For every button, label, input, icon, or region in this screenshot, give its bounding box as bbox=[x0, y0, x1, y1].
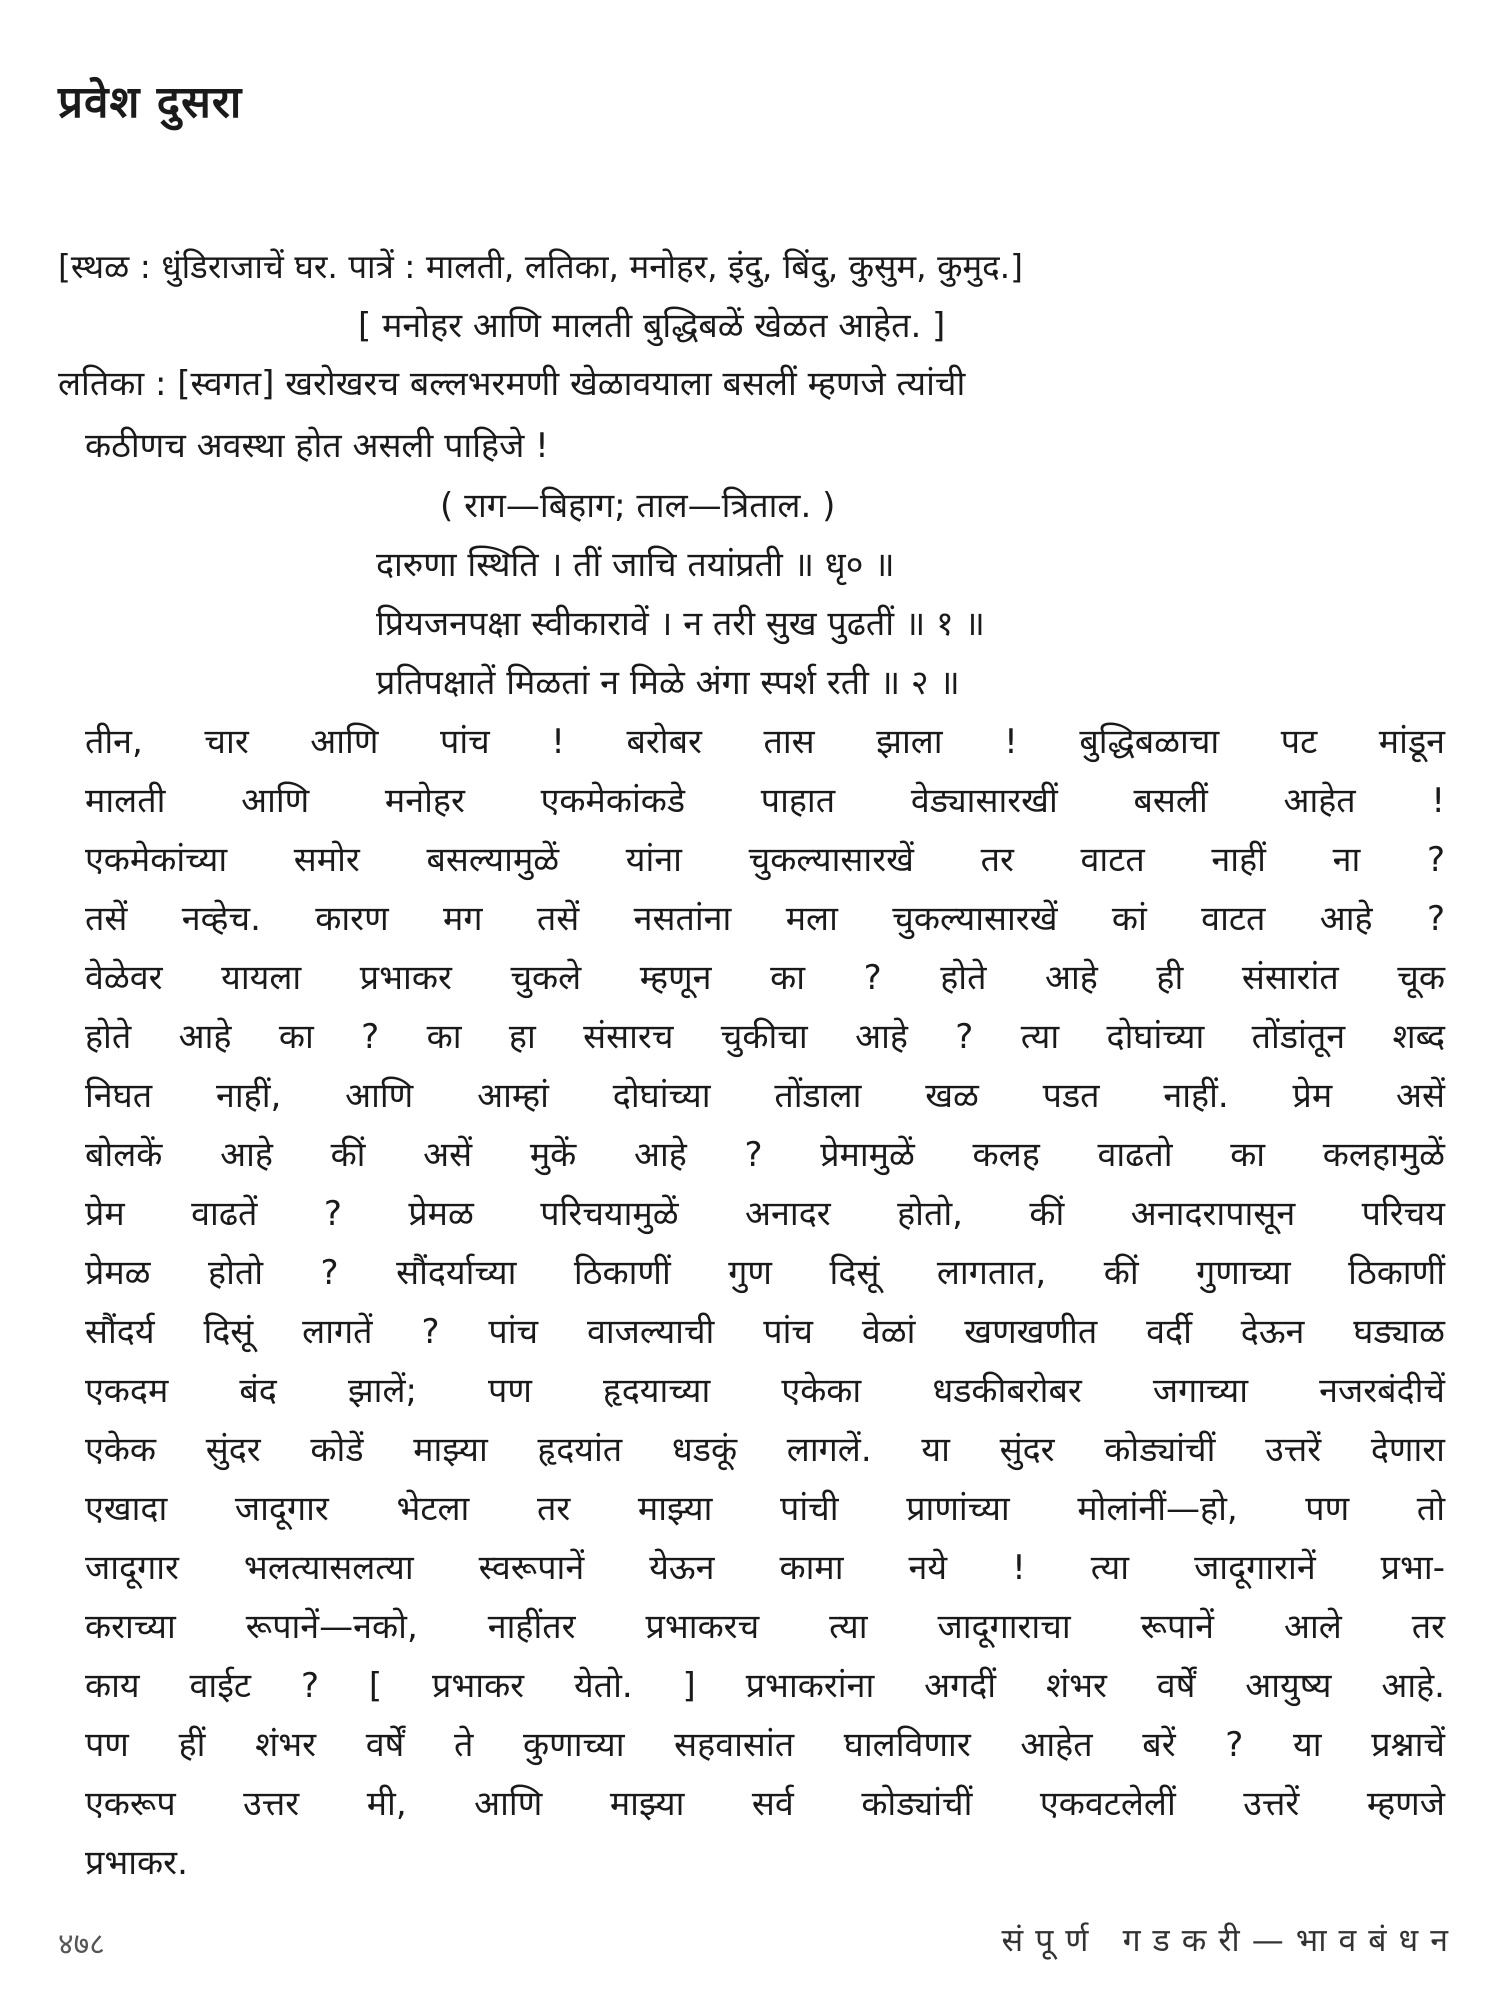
paragraph-line: सौंदर्य दिसूं लागतें ? पांच वाजल्याची पांच वेळां खणखणीत वर्दी देऊन घड्याळ bbox=[85, 1312, 1445, 1352]
paragraph-line: काय वाईट ? [ प्रभाकर येतो. ] प्रभाकरांना अगदीं शंभर वर्षें आयुष्य आहे. bbox=[85, 1666, 1445, 1706]
paragraph-line-last: प्रभाकर. bbox=[85, 1843, 188, 1883]
paragraph-line: निघत नाहीं, आणि आम्हां दोघांच्या तोंडाला खळ पडत नाहीं. प्रेम असें bbox=[85, 1076, 1445, 1116]
paragraph-line: एकरूप उत्तर मी, आणि माझ्या सर्व कोड्यांचीं एकवटलेलीं उत्तरें म्हणजे bbox=[85, 1784, 1445, 1824]
paragraph-line: एकमेकांच्या समोर बसल्यामुळें यांना चुकल्यासारखें तर वाटत नाहीं ना ? bbox=[85, 840, 1445, 880]
paragraph-line: मालती आणि मनोहर एकमेकांकडे पाहात वेड्यासारखीं बसलीं आहेत ! bbox=[85, 781, 1445, 821]
paragraph-line: होते आहे का ? का हा संसारच चुकीचा आहे ? त्या दोघांच्या तोंडांतून शब्द bbox=[85, 1017, 1445, 1057]
paragraph-line: प्रेमळ होतो ? सौंदर्याच्या ठिकाणीं गुण दिसूं लागतात, कीं गुणाच्या ठिकाणीं bbox=[85, 1253, 1445, 1293]
paragraph-line: तीन, चार आणि पांच ! बरोबर तास झाला ! बुद्धिबळाचा पट मांडून bbox=[85, 722, 1445, 762]
paragraph-line: जादूगार भलत्यासलत्या स्वरूपानें येऊन कामा नये ! त्या जादूगारानें प्रभा- bbox=[85, 1548, 1445, 1588]
paragraph-line: वेळेवर यायला प्रभाकर चुकले म्हणून का ? होते आहे ही संसारांत चूक bbox=[85, 958, 1445, 998]
speaker-line-2: कठीणच अवस्था होत असली पाहिजे ! bbox=[85, 426, 549, 466]
song-raga: ( राग—बिहाग; ताल—त्रिताल. ) bbox=[440, 486, 836, 526]
paragraph-line: एकेक सुंदर कोडें माझ्या हृदयांत धडकूं लागलें. या सुंदर कोड्यांचीं उत्तरें देणारा bbox=[85, 1430, 1445, 1470]
paragraph-line: प्रेम वाढतें ? प्रेमळ परिचयामुळें अनादर होतो, कीं अनादरापासून परिचय bbox=[85, 1194, 1445, 1234]
song-verse: प्रियजनपक्षा स्वीकारावें । न तरी सुख पुढतीं ॥ १ ॥ bbox=[376, 604, 985, 644]
page-number: ४७८ bbox=[58, 1927, 105, 1962]
paragraph-line: पण हीं शंभर वर्षें ते कुणाच्या सहवासांत घालविणार आहेत बरें ? या प्रश्नाचें bbox=[85, 1725, 1445, 1765]
scene-heading: प्रवेश दुसरा bbox=[58, 77, 243, 128]
speaker-line-1: लतिका : [स्वगत] खरोखरच बल्लभरमणी खेळावयाला बसलीं म्हणजे त्यांची bbox=[58, 364, 966, 404]
paragraph-line: तसें नव्हेच. कारण मग तसें नसतांना मला चुकल्यासारखें कां वाटत आहे ? bbox=[85, 899, 1445, 939]
running-footer-title: संपूर्ण गडकरी—भावबंधन bbox=[1001, 1921, 1460, 1959]
paragraph-line: कराच्या रूपानें—नको, नाहींतर प्रभाकरच त्या जादूगाराचा रूपानें आले तर bbox=[85, 1607, 1445, 1647]
stage-direction-setting: [स्थळ : धुंडिराजाचें घर. पात्रें : मालती, लतिका, मनोहर, इंदु, बिंदु, कुसुम, कुमुद.] bbox=[58, 247, 1024, 286]
stage-direction-action: [ मनोहर आणि मालती बुद्धिबळें खेळत आहेत. ] bbox=[358, 306, 946, 346]
paragraph-line: बोलकें आहे कीं असें मुकें आहे ? प्रेमामुळें कलह वाढतो का कलहामुळें bbox=[85, 1135, 1445, 1175]
paragraph-line: एकदम बंद झालें; पण हृदयाच्या एकेका धडकीबरोबर जगाच्या नजरबंदीचें bbox=[85, 1371, 1445, 1411]
paragraph-line: एखादा जादूगार भेटला तर माझ्या पांची प्राणांच्या मोलांनीं—हो, पण तो bbox=[85, 1489, 1445, 1529]
song-verse: प्रतिपक्षातें मिळतां न मिळे अंगा स्पर्श रती ॥ २ ॥ bbox=[376, 663, 960, 703]
song-verse: दारुणा स्थिति । तीं जाचि तयांप्रती ॥ धृ० ॥ bbox=[376, 545, 895, 585]
